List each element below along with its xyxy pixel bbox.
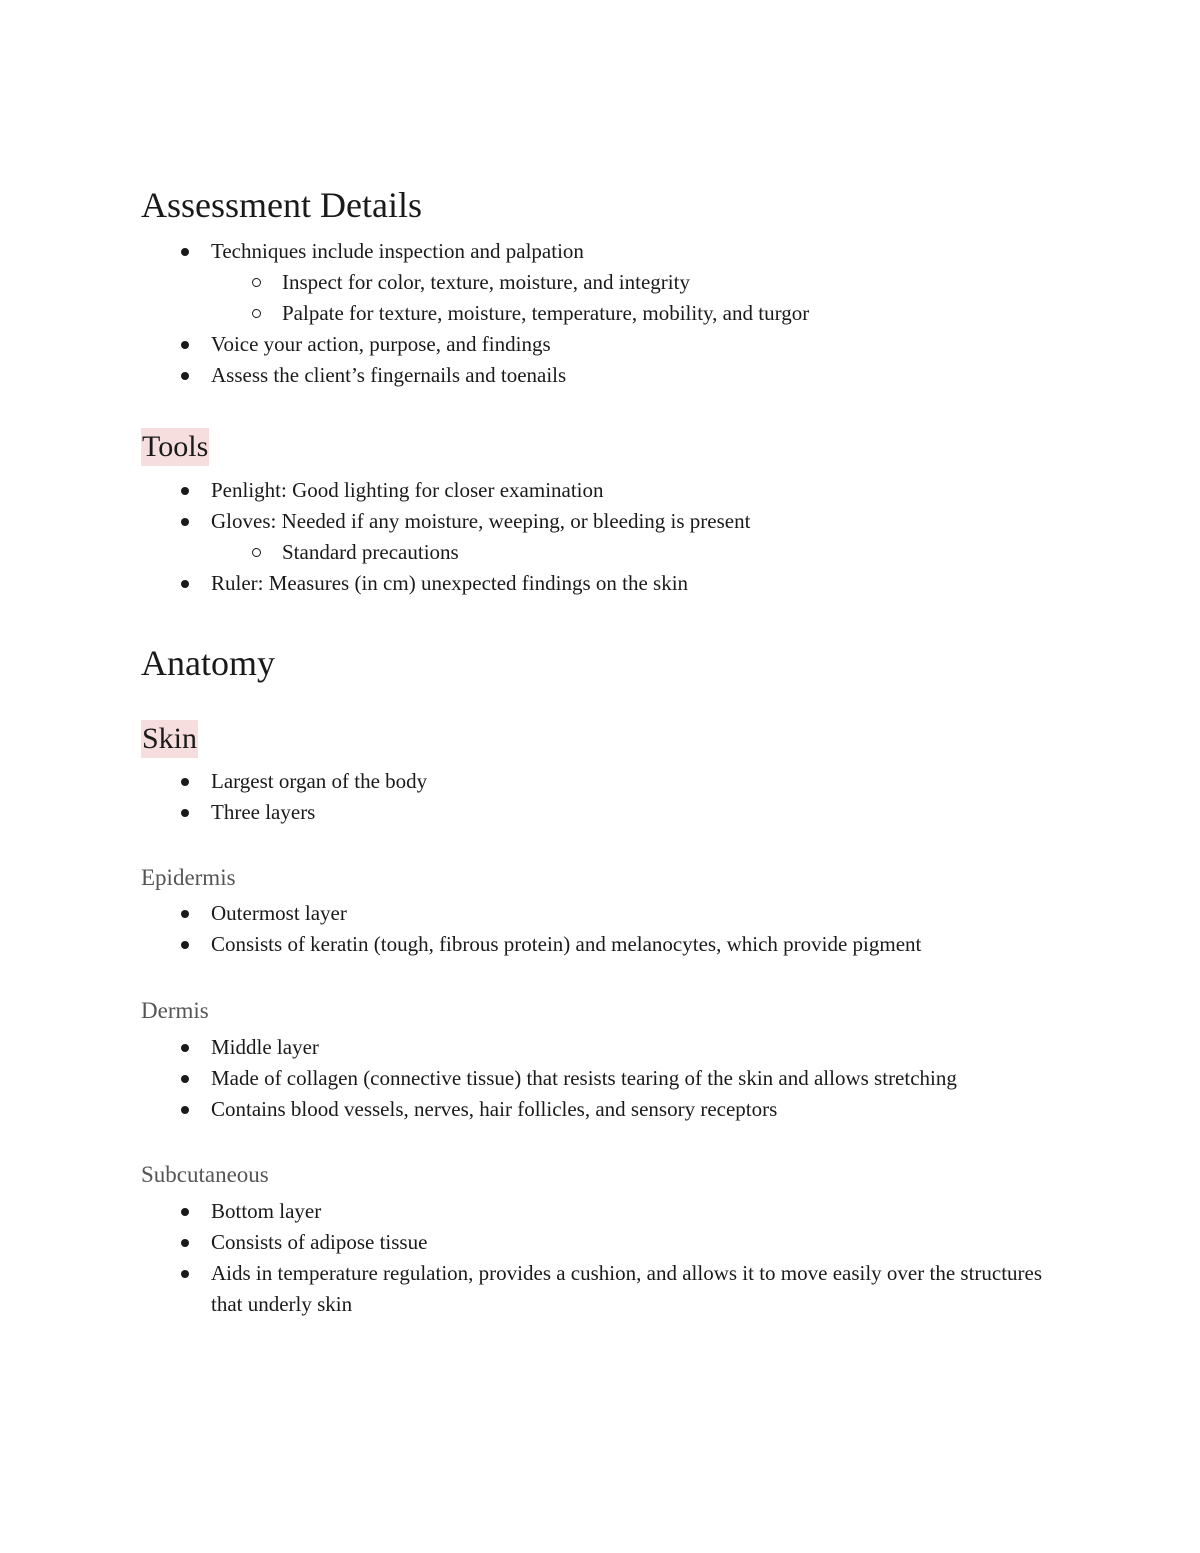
list-item-text: Contains blood vessels, nerves, hair follicles, and sensory receptors [211,1097,778,1121]
list-item-text: Inspect for color, texture, moisture, and integrity [282,270,690,294]
list-item-text: Assess the client’s fingernails and toenails [211,363,567,387]
bullet-disc-icon [181,487,189,495]
bullet-disc-icon [181,1044,189,1052]
list-item-text: Gloves: Needed if any moisture, weeping, or bleeding is present [211,509,751,533]
bullet-disc-icon [181,1075,189,1083]
bullet-disc-icon [181,1106,189,1114]
bullet-disc-icon [181,248,189,256]
bullet-disc-icon [181,1208,189,1216]
list-item-text: Aids in temperature regulation, provides a cushion, and allows it to move easily over the structures that underly skin [211,1261,1043,1316]
list-item-text: Made of collagen (connective tissue) that resists tearing of the skin and allows stretching [211,1066,957,1090]
list-item-text: Penlight: Good lighting for closer examination [211,478,604,502]
heading-skin: Skin [141,720,198,758]
bullet-circle-icon [252,309,261,318]
list-item-text: Bottom layer [211,1199,322,1223]
bullet-disc-icon [181,518,189,526]
bullet-disc-icon [181,580,189,588]
bullet-disc-icon [181,372,189,380]
list-item-text: Techniques include inspection and palpation [211,239,584,263]
list-item-text: Ruler: Measures (in cm) unexpected findings on the skin [211,571,689,595]
heading-subcutaneous: Subcutaneous [141,1162,269,1187]
heading-epidermis: Epidermis [141,865,236,890]
bullet-disc-icon [181,1270,189,1278]
list-item-text: Three layers [211,800,316,824]
list-item-text: Consists of keratin (tough, fibrous protein) and melanocytes, which provide pigment [211,932,922,956]
bullet-disc-icon [181,910,189,918]
list-item-text: Middle layer [211,1035,319,1059]
bullet-disc-icon [181,941,189,949]
list-item-text: Consists of adipose tissue [211,1230,428,1254]
list-item-text: Outermost layer [211,901,347,925]
heading-anatomy: Anatomy [141,643,275,683]
bullet-disc-icon [181,341,189,349]
list-item-text: Largest organ of the body [211,769,428,793]
bullet-disc-icon [181,809,189,817]
bullet-disc-icon [181,778,189,786]
heading-assessment-details: Assessment Details [141,185,422,225]
heading-dermis: Dermis [141,998,209,1023]
list-item-text: Palpate for texture, moisture, temperature, mobility, and turgor [282,301,810,325]
bullet-circle-icon [252,548,261,557]
list-item-text: Voice your action, purpose, and findings [211,332,551,356]
bullet-disc-icon [181,1239,189,1247]
list-item-text: Standard precautions [282,540,459,564]
heading-tools: Tools [141,428,209,466]
bullet-circle-icon [252,278,261,287]
